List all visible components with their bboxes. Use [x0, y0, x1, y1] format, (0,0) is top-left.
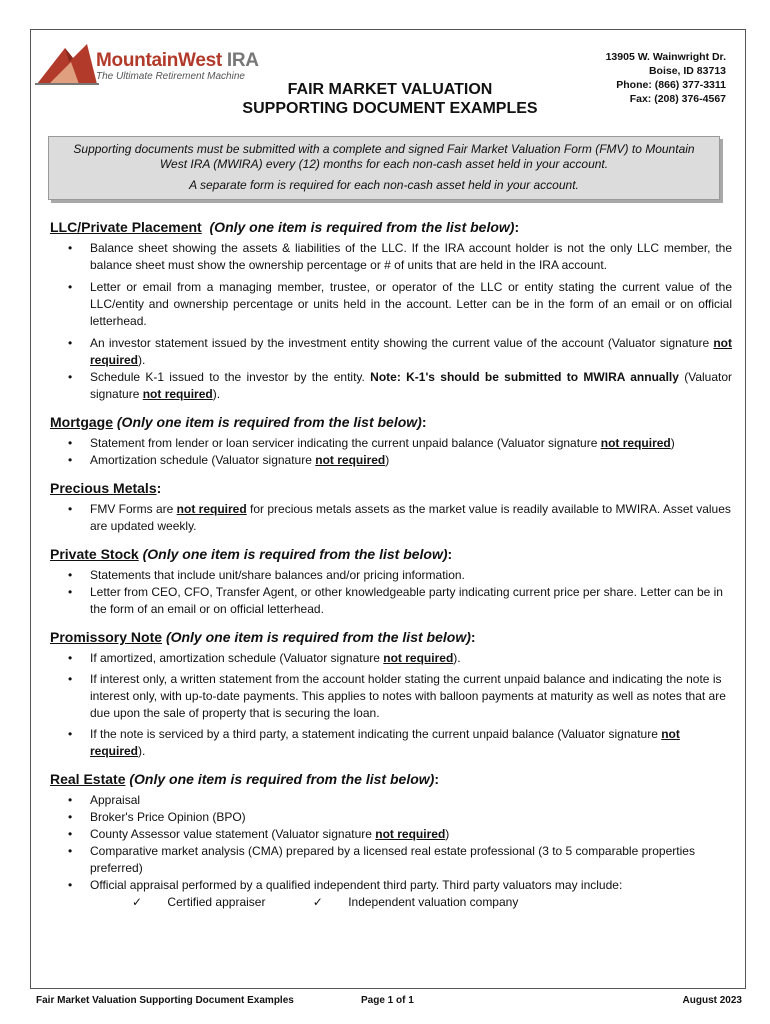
list-item: • Broker's Price Opinion (BPO): [90, 809, 732, 826]
metals-list: [50, 501, 732, 535]
fax-number: Fax: (208) 376-4567: [629, 93, 726, 105]
list-item: [90, 826, 732, 843]
list-item: [90, 369, 732, 403]
list-item: [90, 501, 732, 535]
section-subtitle: (Only one item is required from the list below): [165, 629, 471, 645]
title-line-2: SUPPORTING DOCUMENT EXAMPLES: [242, 100, 538, 117]
section-title: Mortgage: [50, 414, 113, 430]
item-text: ).: [212, 387, 221, 401]
section-title: Real Estate: [50, 771, 126, 787]
item-text: ).: [453, 651, 461, 665]
footer-date: August 2023: [682, 995, 742, 1006]
list-item: • Letter from CEO, CFO, Transfer Agent, or other knowledgeable party indicating current price per share. Letter can be in the form of an email or on official letterhead.: [90, 584, 732, 618]
not-required-label: not required: [142, 387, 213, 401]
logo-tagline: The Ultimate Retirement Machine: [96, 71, 245, 82]
note-list: [50, 650, 732, 760]
page-title: [205, 80, 575, 118]
notice-line-2: A separate form is required for each non-cash asset held in your account.: [189, 178, 579, 192]
stock-list: [50, 567, 732, 618]
item-note: Note: K-1's should be submitted to MWIRA annually: [370, 370, 679, 384]
section-colon: :: [156, 480, 162, 496]
logo-name-a: MountainWest: [96, 50, 222, 71]
section-heading-stock: [50, 545, 732, 563]
not-required-label: not required: [383, 651, 454, 665]
item-text: An investor statement issued by the investment entity showing the current value of the account (Valuator signature: [90, 336, 714, 350]
item-text: Amortization schedule (Valuator signature: [90, 453, 316, 467]
section-title: LLC/Private Placement: [50, 219, 202, 235]
item-text: If amortized, amortization schedule (Valuator signature: [90, 651, 384, 665]
contact-block: [606, 50, 726, 106]
list-item: [90, 726, 732, 760]
list-item: [90, 435, 732, 452]
section-colon: :: [447, 546, 453, 562]
notice-line-1: Supporting documents must be submitted with a complete and signed Fair Market Valuation Form (FMV) to Mountain West IRA (MWIRA) every (12) months for each non-cash asset held in your account.: [73, 142, 695, 171]
list-item: • Balance sheet showing the assets & liabilities of the LLC. If the IRA account holder is not the only LLC member, the balance sheet must show the ownership percentage or # of units that are held in the IRA account.: [90, 240, 732, 274]
section-heading-note: [50, 628, 732, 646]
item-text: (Valuator signature: [90, 370, 733, 401]
item-text: ): [385, 453, 390, 467]
valuator-options: [50, 894, 732, 911]
section-subtitle: (Only one item is required from the list below): [129, 771, 435, 787]
document-body: [50, 218, 732, 911]
check-icon: ✓: [312, 895, 323, 909]
check-label: Certified appraiser: [167, 895, 266, 909]
notice-box: [48, 136, 720, 200]
not-required-label: not required: [315, 453, 386, 467]
not-required-label: not required: [90, 727, 680, 758]
list-item: [90, 335, 732, 369]
section-colon: :: [514, 219, 520, 235]
section-colon: :: [434, 771, 439, 787]
check-label: Independent valuation company: [348, 895, 519, 909]
list-item: • Appraisal: [90, 792, 732, 809]
realestate-list: [50, 792, 732, 894]
not-required-label: not required: [90, 336, 732, 367]
llc-list: [50, 240, 732, 403]
item-text: FMV Forms are: [90, 502, 177, 516]
item-text: Statement from lender or loan servicer indicating the current unpaid balance (Valuator signature: [90, 436, 601, 450]
phone-number: Phone: (866) 377-3311: [616, 79, 726, 91]
section-heading-llc: [50, 218, 732, 236]
list-item: • Statements that include unit/share balances and/or pricing information.: [90, 567, 732, 584]
section-subtitle: (Only one item is required from the list below): [116, 414, 422, 430]
address-line-2: Boise, ID 83713: [648, 65, 726, 77]
item-text: ).: [138, 353, 146, 367]
item-text: ): [445, 827, 450, 841]
footer-doc-title: Fair Market Valuation Supporting Document Examples: [36, 995, 294, 1006]
footer-page-number: Page 1 of 1: [361, 995, 414, 1006]
check-option-valuation-company: [313, 895, 541, 909]
not-required-label: not required: [176, 502, 247, 516]
title-line-1: FAIR MARKET VALUATION: [287, 81, 493, 98]
not-required-label: not required: [600, 436, 671, 450]
list-item: [90, 650, 732, 667]
section-heading-realestate: [50, 770, 732, 788]
check-option-certified-appraiser: [132, 895, 287, 909]
section-subtitle: (Only one item is required from the list below): [209, 219, 515, 235]
check-icon: ✓: [132, 895, 143, 909]
list-item: [90, 452, 732, 469]
item-text: for precious metals assets as the market value is readily available to MWIRA. Asset values are updated weekly.: [90, 502, 731, 533]
section-title: Private Stock: [50, 546, 139, 562]
section-title: Precious Metals: [50, 480, 157, 496]
logo-wordmark: [96, 50, 259, 72]
item-text: Schedule K-1 issued to the investor by the entity.: [90, 370, 371, 384]
not-required-label: not required: [375, 827, 446, 841]
section-subtitle: (Only one item is required from the list below): [142, 546, 448, 562]
section-heading-metals: [50, 479, 732, 497]
section-heading-mortgage: [50, 413, 732, 431]
section-title: Promissory Note: [50, 629, 163, 645]
list-item: • Official appraisal performed by a qualified independent third party. Third party valuators may include:: [90, 877, 732, 894]
item-text: If the note is serviced by a third party, a statement indicating the current unpaid balance (Valuator signature: [90, 727, 662, 741]
list-item: • Comparative market analysis (CMA) prepared by a licensed real estate professional (3 to 5 comparable properties preferred): [90, 843, 732, 877]
address-line-1: 13905 W. Wainwright Dr.: [605, 51, 726, 63]
logo-name-b: IRA: [221, 50, 259, 71]
item-text: ).: [138, 744, 146, 758]
list-item: • If interest only, a written statement from the account holder stating the current unpaid balance and indicating the note is interest only, with up-to-date payments. This applies to notes with balloon payments at maturity as well as notes that are due upon the sale of property that is securing the loan.: [90, 671, 732, 722]
item-text: ): [670, 436, 675, 450]
item-text: County Assessor value statement (Valuator signature: [90, 827, 376, 841]
section-colon: :: [421, 414, 427, 430]
section-colon: :: [470, 629, 476, 645]
list-item: • Letter or email from a managing member, trustee, or operator of the LLC or entity stating the current value of the LLC/entity and ownership percentage or units held in the account. Letter can be in the form of an email or on official letterhead.: [90, 279, 732, 330]
mortgage-list: [50, 435, 732, 469]
